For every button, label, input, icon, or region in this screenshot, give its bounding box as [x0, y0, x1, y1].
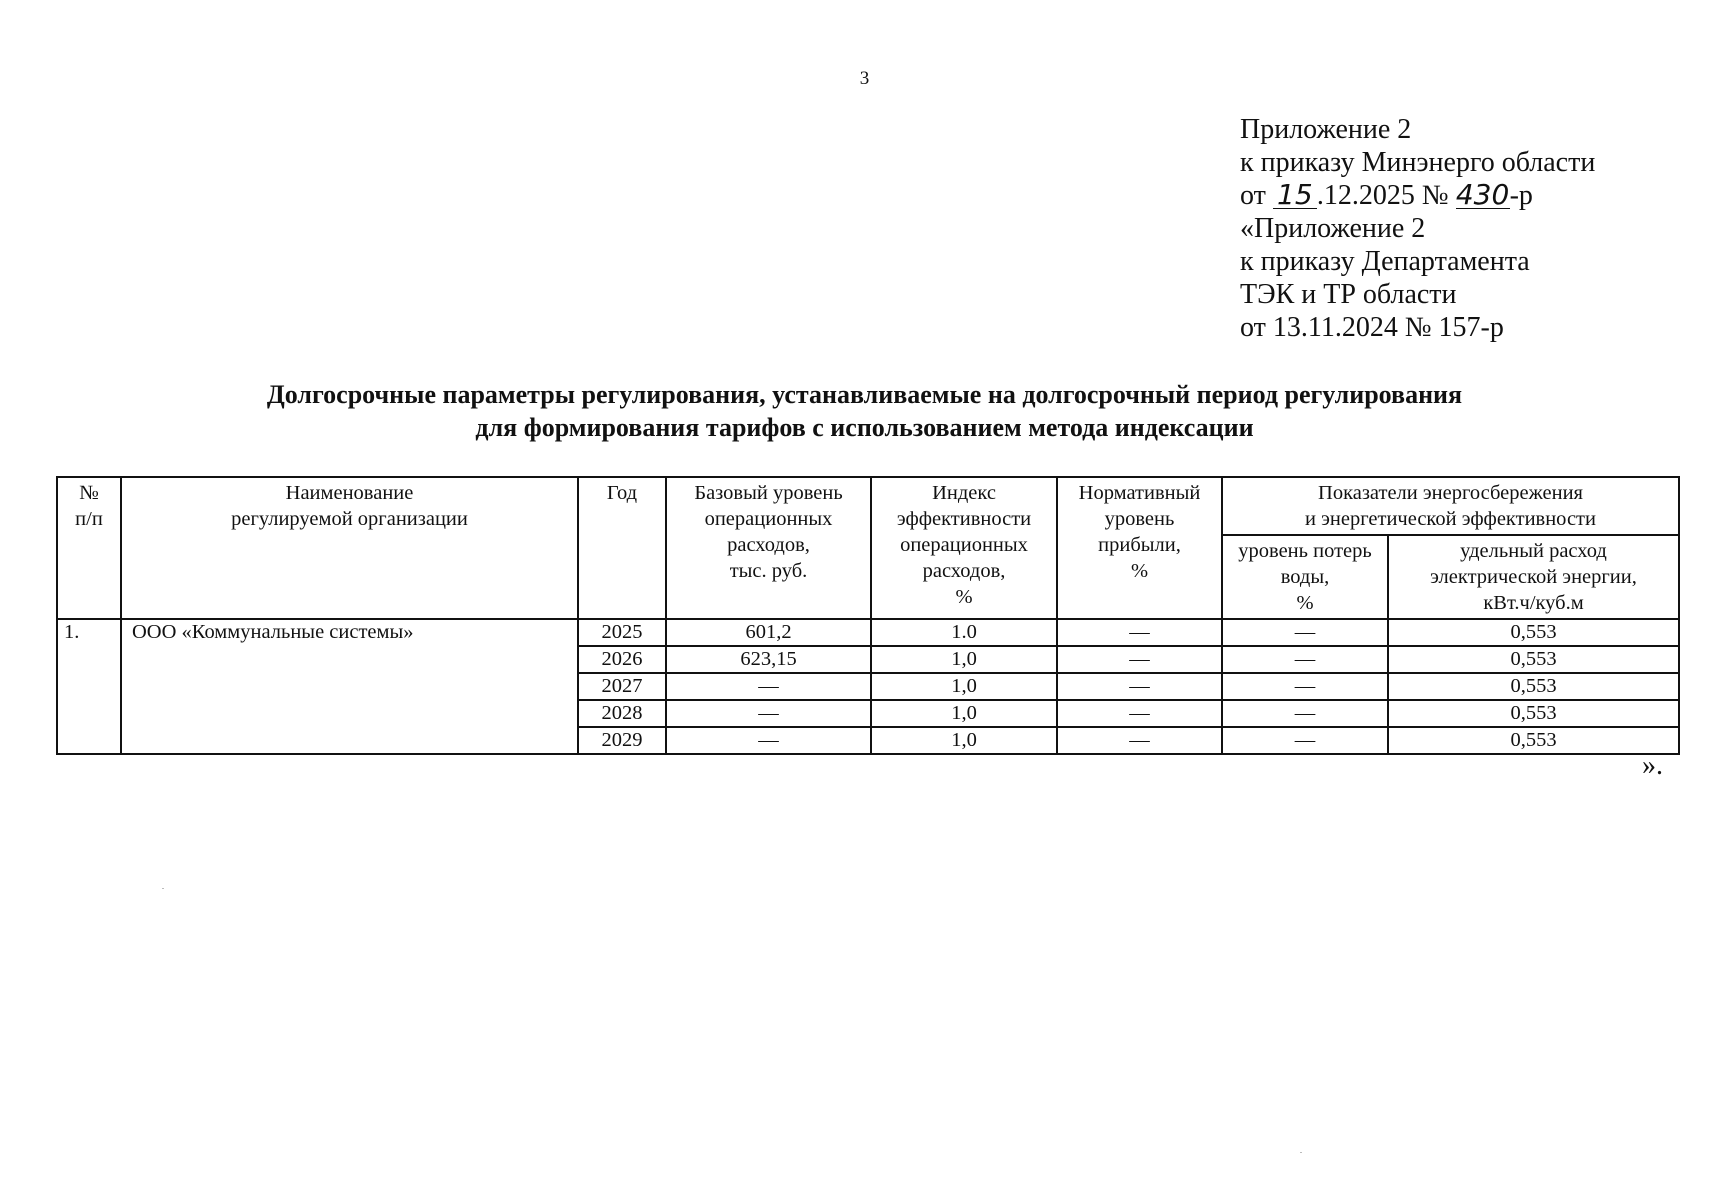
normative-profit-cell: —	[1057, 646, 1222, 673]
appendix-block	[1240, 113, 1595, 344]
appendix-line-4: «Приложение 2	[1240, 213, 1426, 244]
specific-consumption-cell: 0,553	[1388, 673, 1679, 700]
title-line-1: Долгосрочные параметры регулирования, устанавливаемые на долгосрочный период регулирования	[266, 380, 1463, 409]
header-year: Год	[578, 477, 666, 619]
normative-profit-cell: —	[1057, 700, 1222, 727]
parameters-table-wrap	[56, 476, 1678, 755]
appendix-line-1: Приложение 2	[1240, 114, 1412, 145]
year-cell: 2025	[578, 619, 666, 646]
year-cell: 2027	[578, 673, 666, 700]
header-water-loss: уровень потерь воды, %	[1222, 535, 1388, 619]
specific-consumption-cell: 0,553	[1388, 727, 1679, 754]
year-cell: 2028	[578, 700, 666, 727]
year-cell: 2026	[578, 646, 666, 673]
header-efficiency-index: Индекс эффективности операционных расходов, %	[871, 477, 1057, 619]
org-name-cell: ООО «Коммунальные системы»	[121, 619, 578, 754]
closing-quote-mark: ».	[1642, 750, 1663, 781]
org-number-cell: 1.	[57, 619, 121, 754]
water-loss-cell: —	[1222, 673, 1388, 700]
parameters-table	[56, 476, 1680, 755]
base-level-cell: —	[666, 700, 871, 727]
efficiency-index-cell: 1,0	[871, 727, 1057, 754]
normative-profit-cell: —	[1057, 619, 1222, 646]
water-loss-cell: —	[1222, 727, 1388, 754]
handwritten-order-number: 430	[1455, 178, 1510, 211]
base-level-cell: —	[666, 727, 871, 754]
normative-profit-cell: —	[1057, 727, 1222, 754]
base-level-cell: 601,2	[666, 619, 871, 646]
base-level-cell: 623,15	[666, 646, 871, 673]
header-energy-indicators: Показатели энергосбережения и энергетической эффективности	[1222, 477, 1679, 535]
appendix-line-3	[1240, 179, 1595, 212]
efficiency-index-cell: 1,0	[871, 700, 1057, 727]
efficiency-index-cell: 1,0	[871, 646, 1057, 673]
year-cell: 2029	[578, 727, 666, 754]
appendix-line-5: к приказу Департамента	[1240, 246, 1530, 277]
specific-consumption-cell: 0,553	[1388, 646, 1679, 673]
efficiency-index-cell: 1.0	[871, 619, 1057, 646]
efficiency-index-cell: 1,0	[871, 673, 1057, 700]
scan-speck	[1300, 1152, 1302, 1153]
handwritten-day: 15	[1273, 182, 1317, 209]
header-normative-profit: Нормативный уровень прибыли, %	[1057, 477, 1222, 619]
normative-profit-cell: —	[1057, 673, 1222, 700]
table-row	[57, 619, 1679, 646]
base-level-cell: —	[666, 673, 871, 700]
water-loss-cell: —	[1222, 619, 1388, 646]
specific-consumption-cell: 0,553	[1388, 700, 1679, 727]
appendix-line-6: ТЭК и ТР области	[1240, 279, 1457, 310]
header-base-level: Базовый уровень операционных расходов, тыс. руб.	[666, 477, 871, 619]
appendix-line-2: к приказу Минэнерго области	[1240, 147, 1596, 178]
header-number: № п/п	[57, 477, 121, 619]
appendix-date-rest: .12.2025 №	[1316, 180, 1449, 211]
appendix-date-prefix: от	[1240, 180, 1266, 211]
appendix-line-7: от 13.11.2024 № 157-р	[1240, 312, 1504, 343]
specific-consumption-cell: 0,553	[1388, 619, 1679, 646]
page-number: 3	[859, 68, 870, 89]
document-title	[0, 378, 1729, 444]
scan-speck	[162, 888, 164, 889]
water-loss-cell: —	[1222, 700, 1388, 727]
appendix-order-suffix: -р	[1509, 180, 1533, 211]
header-specific-consumption: удельный расход электрической энергии, кВт.ч/куб.м	[1388, 535, 1679, 619]
header-organization: Наименование регулируемой организации	[121, 477, 578, 619]
water-loss-cell: —	[1222, 646, 1388, 673]
title-line-2: для формирования тарифов с использованием метода индексации	[475, 413, 1254, 442]
